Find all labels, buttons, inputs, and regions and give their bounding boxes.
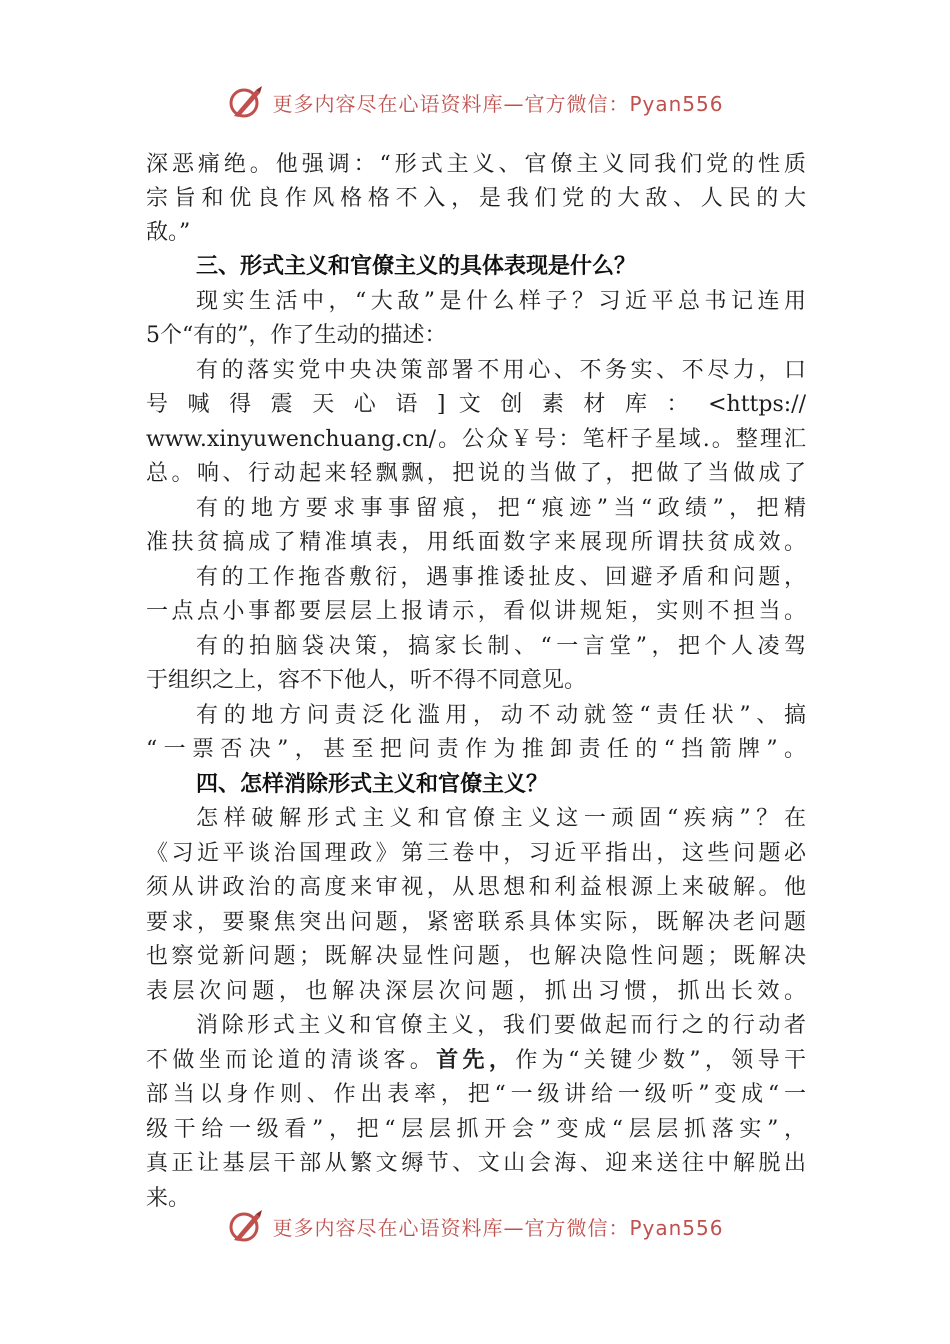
text-line: www.xinyuwenchuang.cn/。公众￥号：笔杆子星域.。整理汇 (146, 427, 806, 452)
text-line: 级干给一级看”，把“层层抓开会”变成“层层抓落实”， (146, 1117, 806, 1142)
text-line: 也察觉新问题；既解决显性问题，也解决隐性问题；既解决 (146, 944, 806, 969)
text-line: 要求，要聚焦突出问题，紧密联系具体实际，既解决老问题 (146, 910, 806, 935)
text-line: 来。 (146, 1186, 191, 1211)
text-line: 号 喊 得 震 天 心 语 ] 文 创 素 材 库 ： <https:// (146, 392, 806, 417)
text-line-mixed (146, 1046, 806, 1076)
footer-banner (0, 1202, 950, 1242)
text-line: 有的地方问责泛化滥用，动不动就签“责任状”、搞 (196, 703, 806, 728)
text-line: 怎样破解形式主义和官僚主义这一顽固“疾病”？在 (196, 806, 806, 831)
text-line: 表层次问题，也解决深层次问题，抓出习惯，抓出长效。 (146, 979, 806, 1004)
text-line: 部当以身作则、作出表率，把“一级讲给一级听”变成“一 (146, 1082, 806, 1107)
text-line: 现实生活中，“大敌”是什么样子？习近平总书记连用 (196, 289, 806, 314)
text-segment: 作为“关键少数”，领导干 (515, 1048, 806, 1073)
section-heading: 三、形式主义和官僚主义的具体表现是什么？ (196, 254, 637, 279)
text-line: 深恶痛绝。他强调：“形式主义、官僚主义同我们党的性质 (146, 152, 806, 177)
bold-keyword: 首先， (436, 1048, 516, 1073)
text-line: 5个“有的”，作了生动的描述： (146, 323, 447, 348)
text-line: 于组织之上，容不下他人，听不得不同意见。 (146, 668, 587, 693)
text-line: 一点点小事都要层层上报请示，看似讲规矩，实则不担当。 (146, 599, 806, 624)
text-segment: 不做坐而论道的清谈客。 (146, 1048, 437, 1073)
pen-logo-icon (226, 82, 266, 122)
text-line: 真正让基层干部从繁文缛节、文山会海、迎来送往中解脱出 (146, 1151, 806, 1176)
text-line: 宗旨和优良作风格格不入，是我们党的大敌、人民的大 (146, 186, 806, 211)
section-heading: 四、怎样消除形式主义和官僚主义？ (196, 772, 549, 797)
text-line: 准扶贫搞成了精准填表，用纸面数字来展现所谓扶贫成效。 (146, 530, 806, 555)
text-line: 须从讲政治的高度来审视，从思想和利益根源上来破解。他 (146, 875, 806, 900)
pen-logo-icon (226, 1206, 266, 1242)
banner-text: 更多内容尽在心语资料库—官方微信：Pyan556 (272, 91, 724, 116)
text-line: 有的地方要求事事留痕，把“痕迹”当“政绩”，把精 (196, 496, 806, 521)
text-line: 《习近平谈治国理政》第三卷中，习近平指出，这些问题必 (146, 841, 806, 866)
text-line: 有的拍脑袋决策，搞家长制、“一言堂”，把个人凌驾 (196, 634, 806, 659)
banner-text: 更多内容尽在心语资料库—官方微信：Pyan556 (272, 1215, 724, 1240)
text-line: 消除形式主义和官僚主义，我们要做起而行之的行动者 (196, 1013, 806, 1038)
text-line: 总。响、行动起来轻飘飘，把说的当做了，把做了当做成了 (146, 461, 806, 486)
text-line: 敌。” (146, 220, 191, 245)
text-line: 有的工作拖沓敷衍，遇事推诿扯皮、回避矛盾和问题， (196, 565, 806, 590)
header-banner (0, 82, 950, 122)
text-line: “一票否决”，甚至把问责作为推卸责任的“挡箭牌”。 (146, 737, 806, 762)
text-line: 有的落实党中央决策部署不用心、不务实、不尽力，口 (196, 358, 806, 383)
